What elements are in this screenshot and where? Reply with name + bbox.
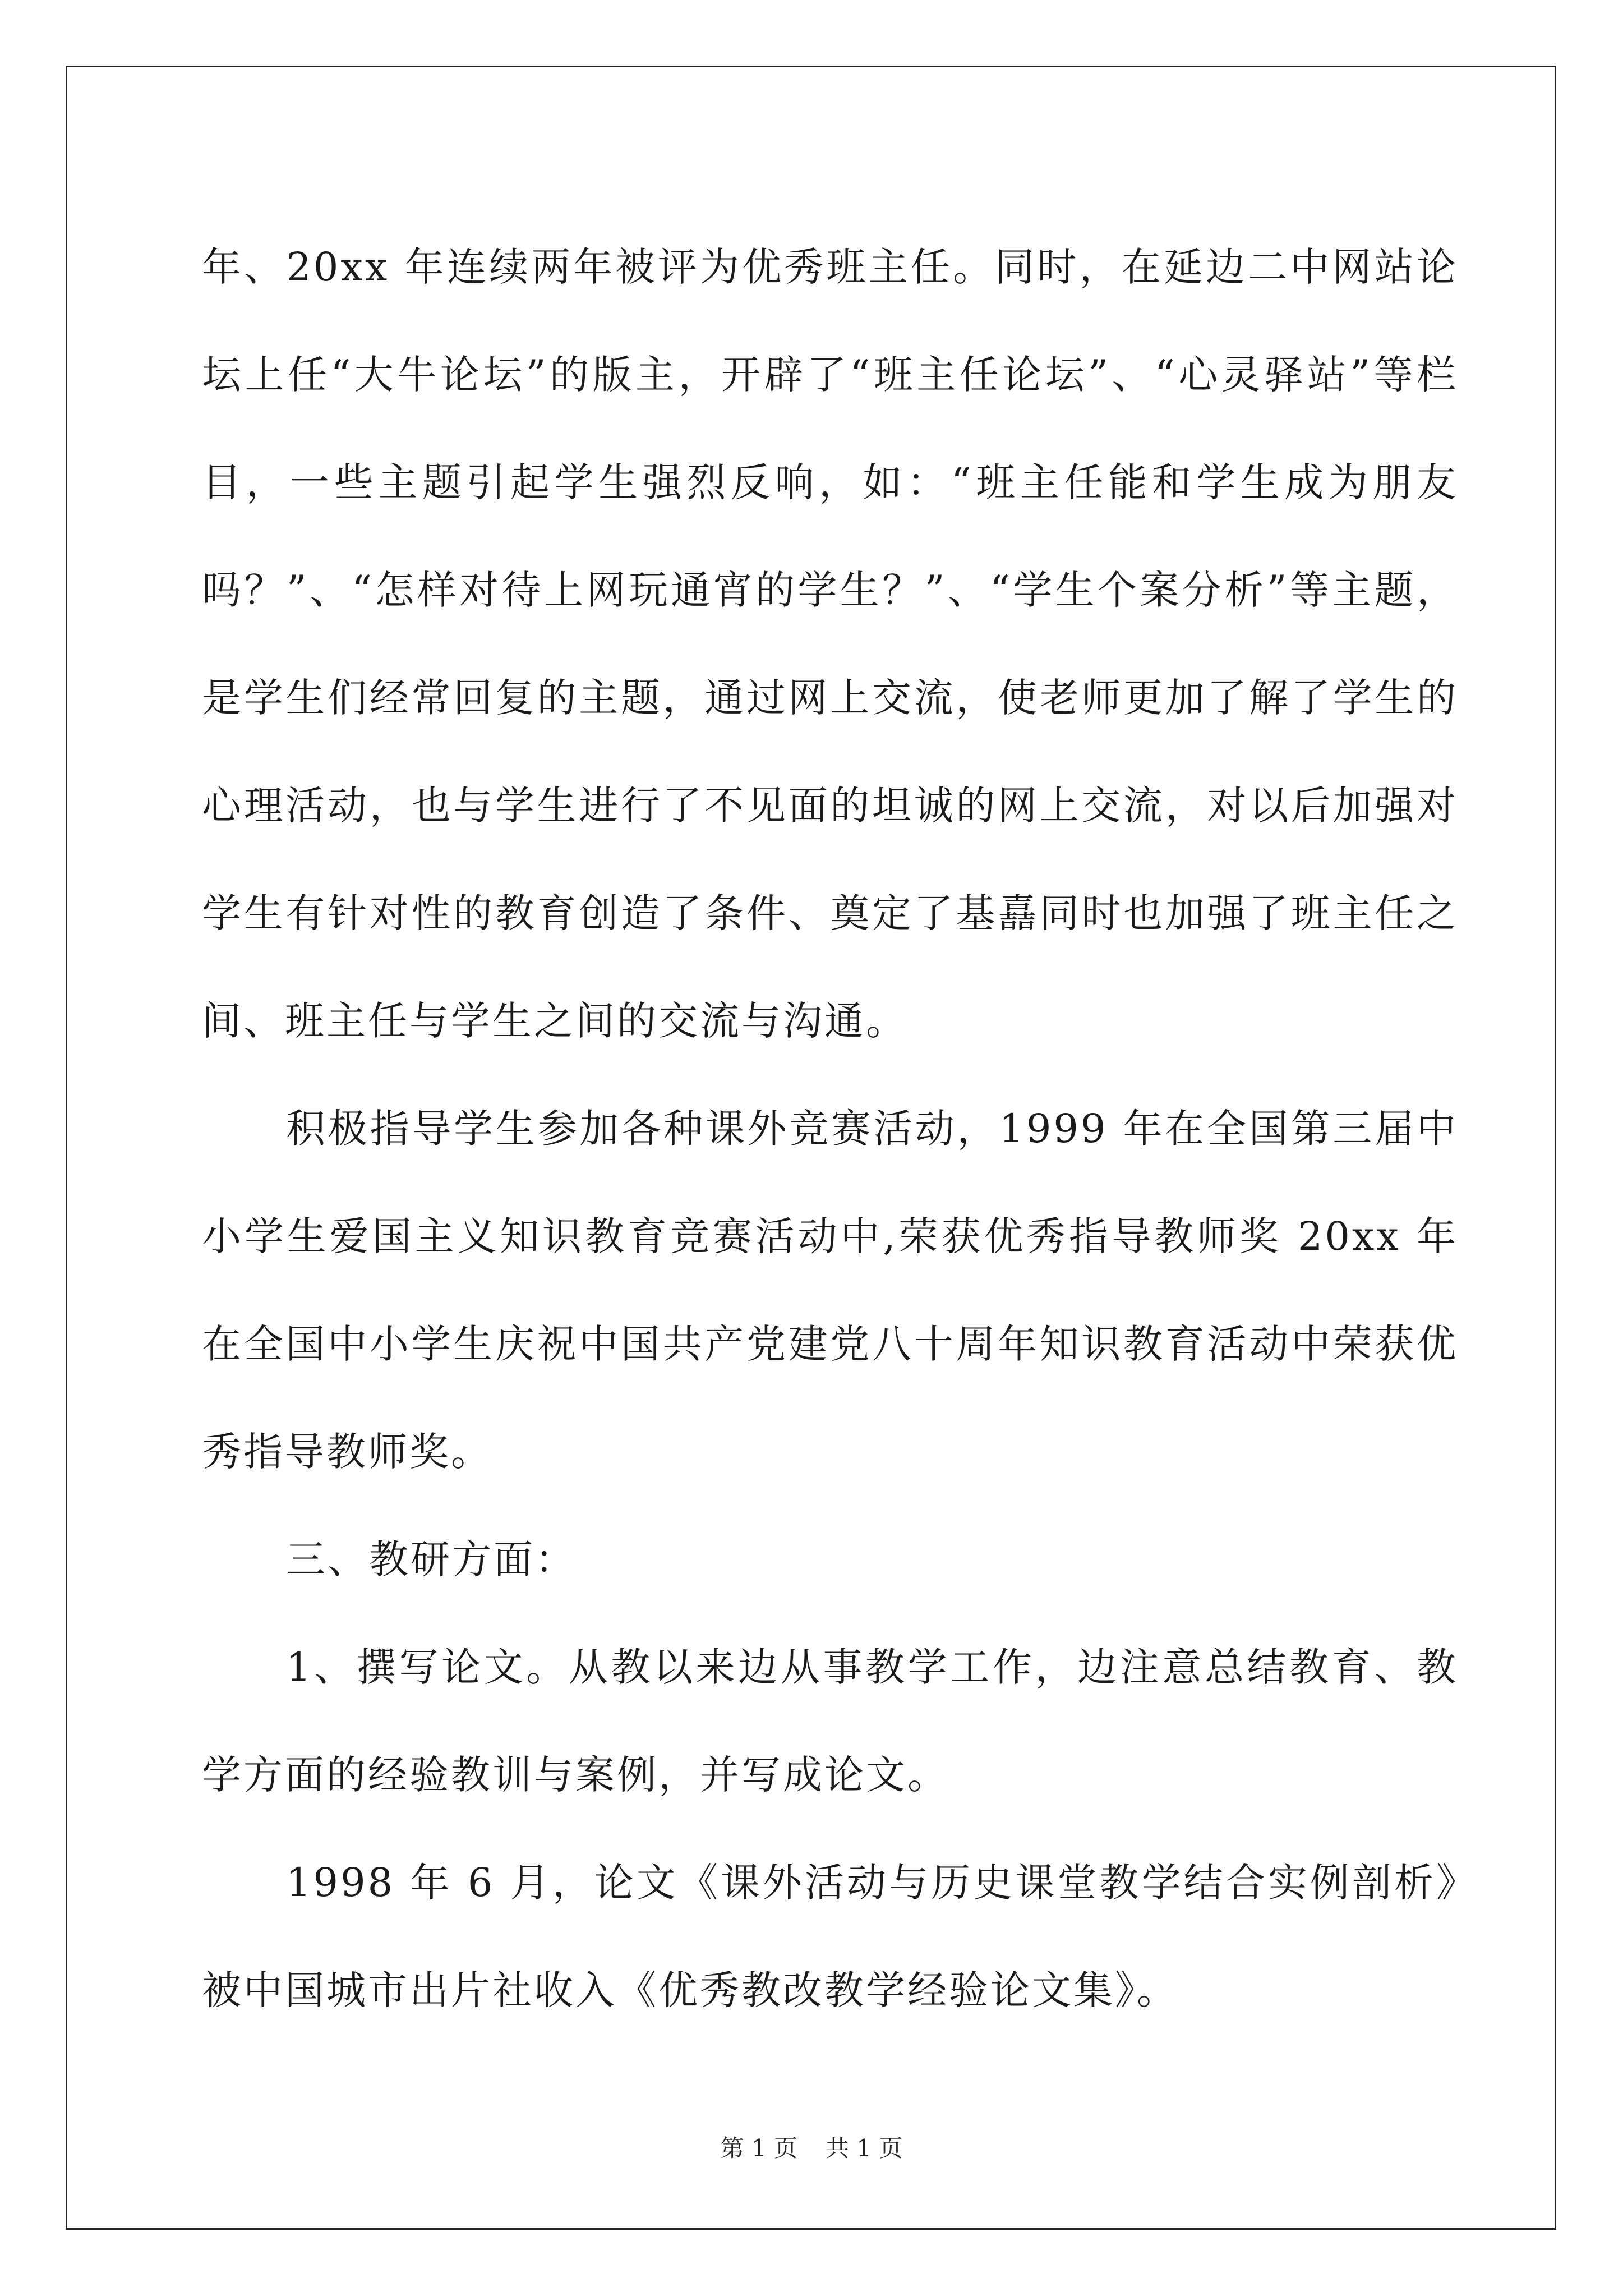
document-body: [202, 213, 1458, 2044]
paragraph-writing-papers: 1、撰写论文。从教以来边从事教学工作，边注意总结教育、教学方面的经验教训与案例，并写成论文。: [202, 1644, 1458, 1798]
page-number-current: 第 1 页: [720, 2134, 797, 2162]
section-heading-research: 三、教研方面：: [286, 1536, 577, 1582]
paragraph-continuation: 年、20xx 年连续两年被评为优秀班主任。同时，在延边二中网站论坛上任“大牛论坛”的版主，开辟了“班主任论坛”、“心灵驿站”等栏目，一些主题引起学生强烈反响，如：“班主任能和学生成为朋友吗？”、“怎样对待上网玩通宵的学生？”、“学生个案分析”等主题，是学生们经常回复的主题，通过网上交流，使老师更加了解了学生的心理活动，也与学生进行了不见面的坦诚的网上交流，对以后加强对学生有针对性的教育创造了条件、奠定了基嚞同时也加强了班主任之间、班主任与学生之间的交流与沟通。: [202, 244, 1458, 1044]
page-number-total: 共 1 页: [826, 2134, 903, 2162]
paragraph-paper-1998: 1998 年 6 月，论文《课外活动与历史课堂教学结合实例剖析》被中国城市出片社收入《优秀教改教学经验论文集》。: [202, 1860, 1458, 2013]
paragraph-competition-guidance: 积极指导学生参加各种课外竞赛活动，1999 年在全国第三届中小学生爱国主义知识教育竞赛活动中,荣获优秀指导教师奖 20xx 年在全国中小学生庆祝中国共产党建党八十周年知识教育活动中荣获优秀指导教师奖。: [202, 1106, 1458, 1475]
page-footer: [0, 2132, 1623, 2165]
